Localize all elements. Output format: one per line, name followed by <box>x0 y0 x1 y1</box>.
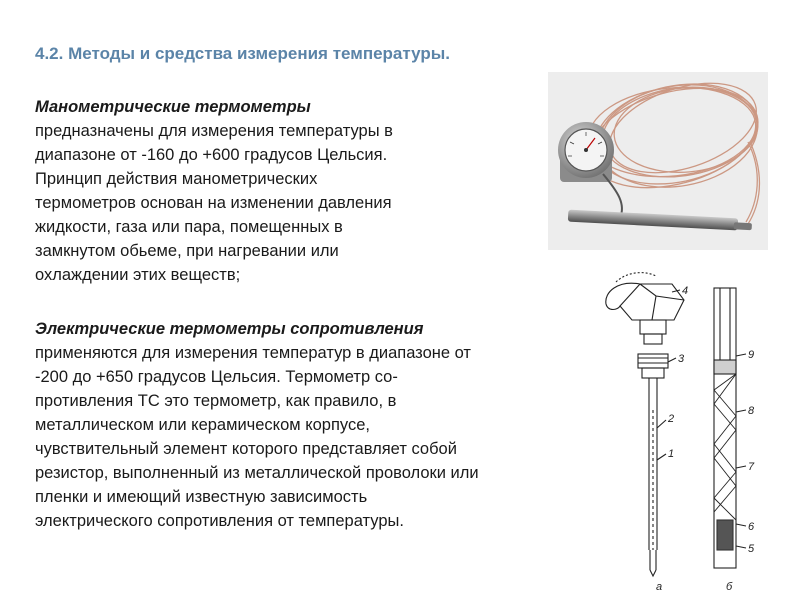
page-title: 4.2. Методы и средства измерения температуры. <box>35 44 450 63</box>
resistance-heading: Электрические термометры сопротивления <box>35 320 424 338</box>
manometric-text-line: замкнутом обьеме, при нагревании или <box>35 242 339 260</box>
resistance-text-line: чувствительный элемент которого представляет собой <box>35 440 457 458</box>
resistance-text-line: электрического сопротивления от температуры. <box>35 512 404 530</box>
resistance-text-line: применяются для измерения температур в диапазоне от <box>35 344 471 362</box>
drawing-label: 2 <box>668 413 675 425</box>
resistance-text-line: металлическом или керамическом корпусе, <box>35 416 370 434</box>
manometric-text-line: термометров основан на изменении давления <box>35 194 392 212</box>
manometric-text-line: диапазоне от -160 до +600 градусов Цельсия. <box>35 146 388 164</box>
resistance-text-line: резистор, выполненный из металлической проволоки или <box>35 464 479 482</box>
manometric-text-line: охлаждении этих веществ; <box>35 266 241 284</box>
resistance-thermometer-drawing <box>596 270 786 595</box>
drawing-label: 5 <box>748 543 755 555</box>
drawing-label: 6 <box>748 521 755 533</box>
drawing-caption-b: б <box>726 581 733 593</box>
drawing-label: 8 <box>748 405 755 417</box>
drawing-label: 3 <box>678 353 685 365</box>
resistance-text-line: противления ТС это термометр, как правило, в <box>35 392 397 410</box>
manometric-text-line: Принцип действия манометрических <box>35 170 318 188</box>
resistance-text-line: пленки и имеющий известную зависимость <box>35 488 368 506</box>
manometric-thermometer-photo <box>548 72 768 250</box>
drawing-label: 1 <box>668 448 675 460</box>
manometric-text-line: жидкости, газа или пара, помещенных в <box>35 218 343 236</box>
manometric-text-line: предназначены для измерения температуры в <box>35 122 393 140</box>
drawing-label: 7 <box>748 461 755 473</box>
resistance-text-line: -200 до +650 градусов Цельсия. Термометр со- <box>35 368 398 386</box>
manometric-heading: Манометрические термометры <box>35 98 311 116</box>
drawing-label: 4 <box>682 285 689 297</box>
resistance-thermometers-section <box>35 317 479 533</box>
drawing-caption-a: а <box>656 581 663 593</box>
manometric-thermometers-section <box>35 95 393 287</box>
drawing-label: 9 <box>748 349 755 361</box>
